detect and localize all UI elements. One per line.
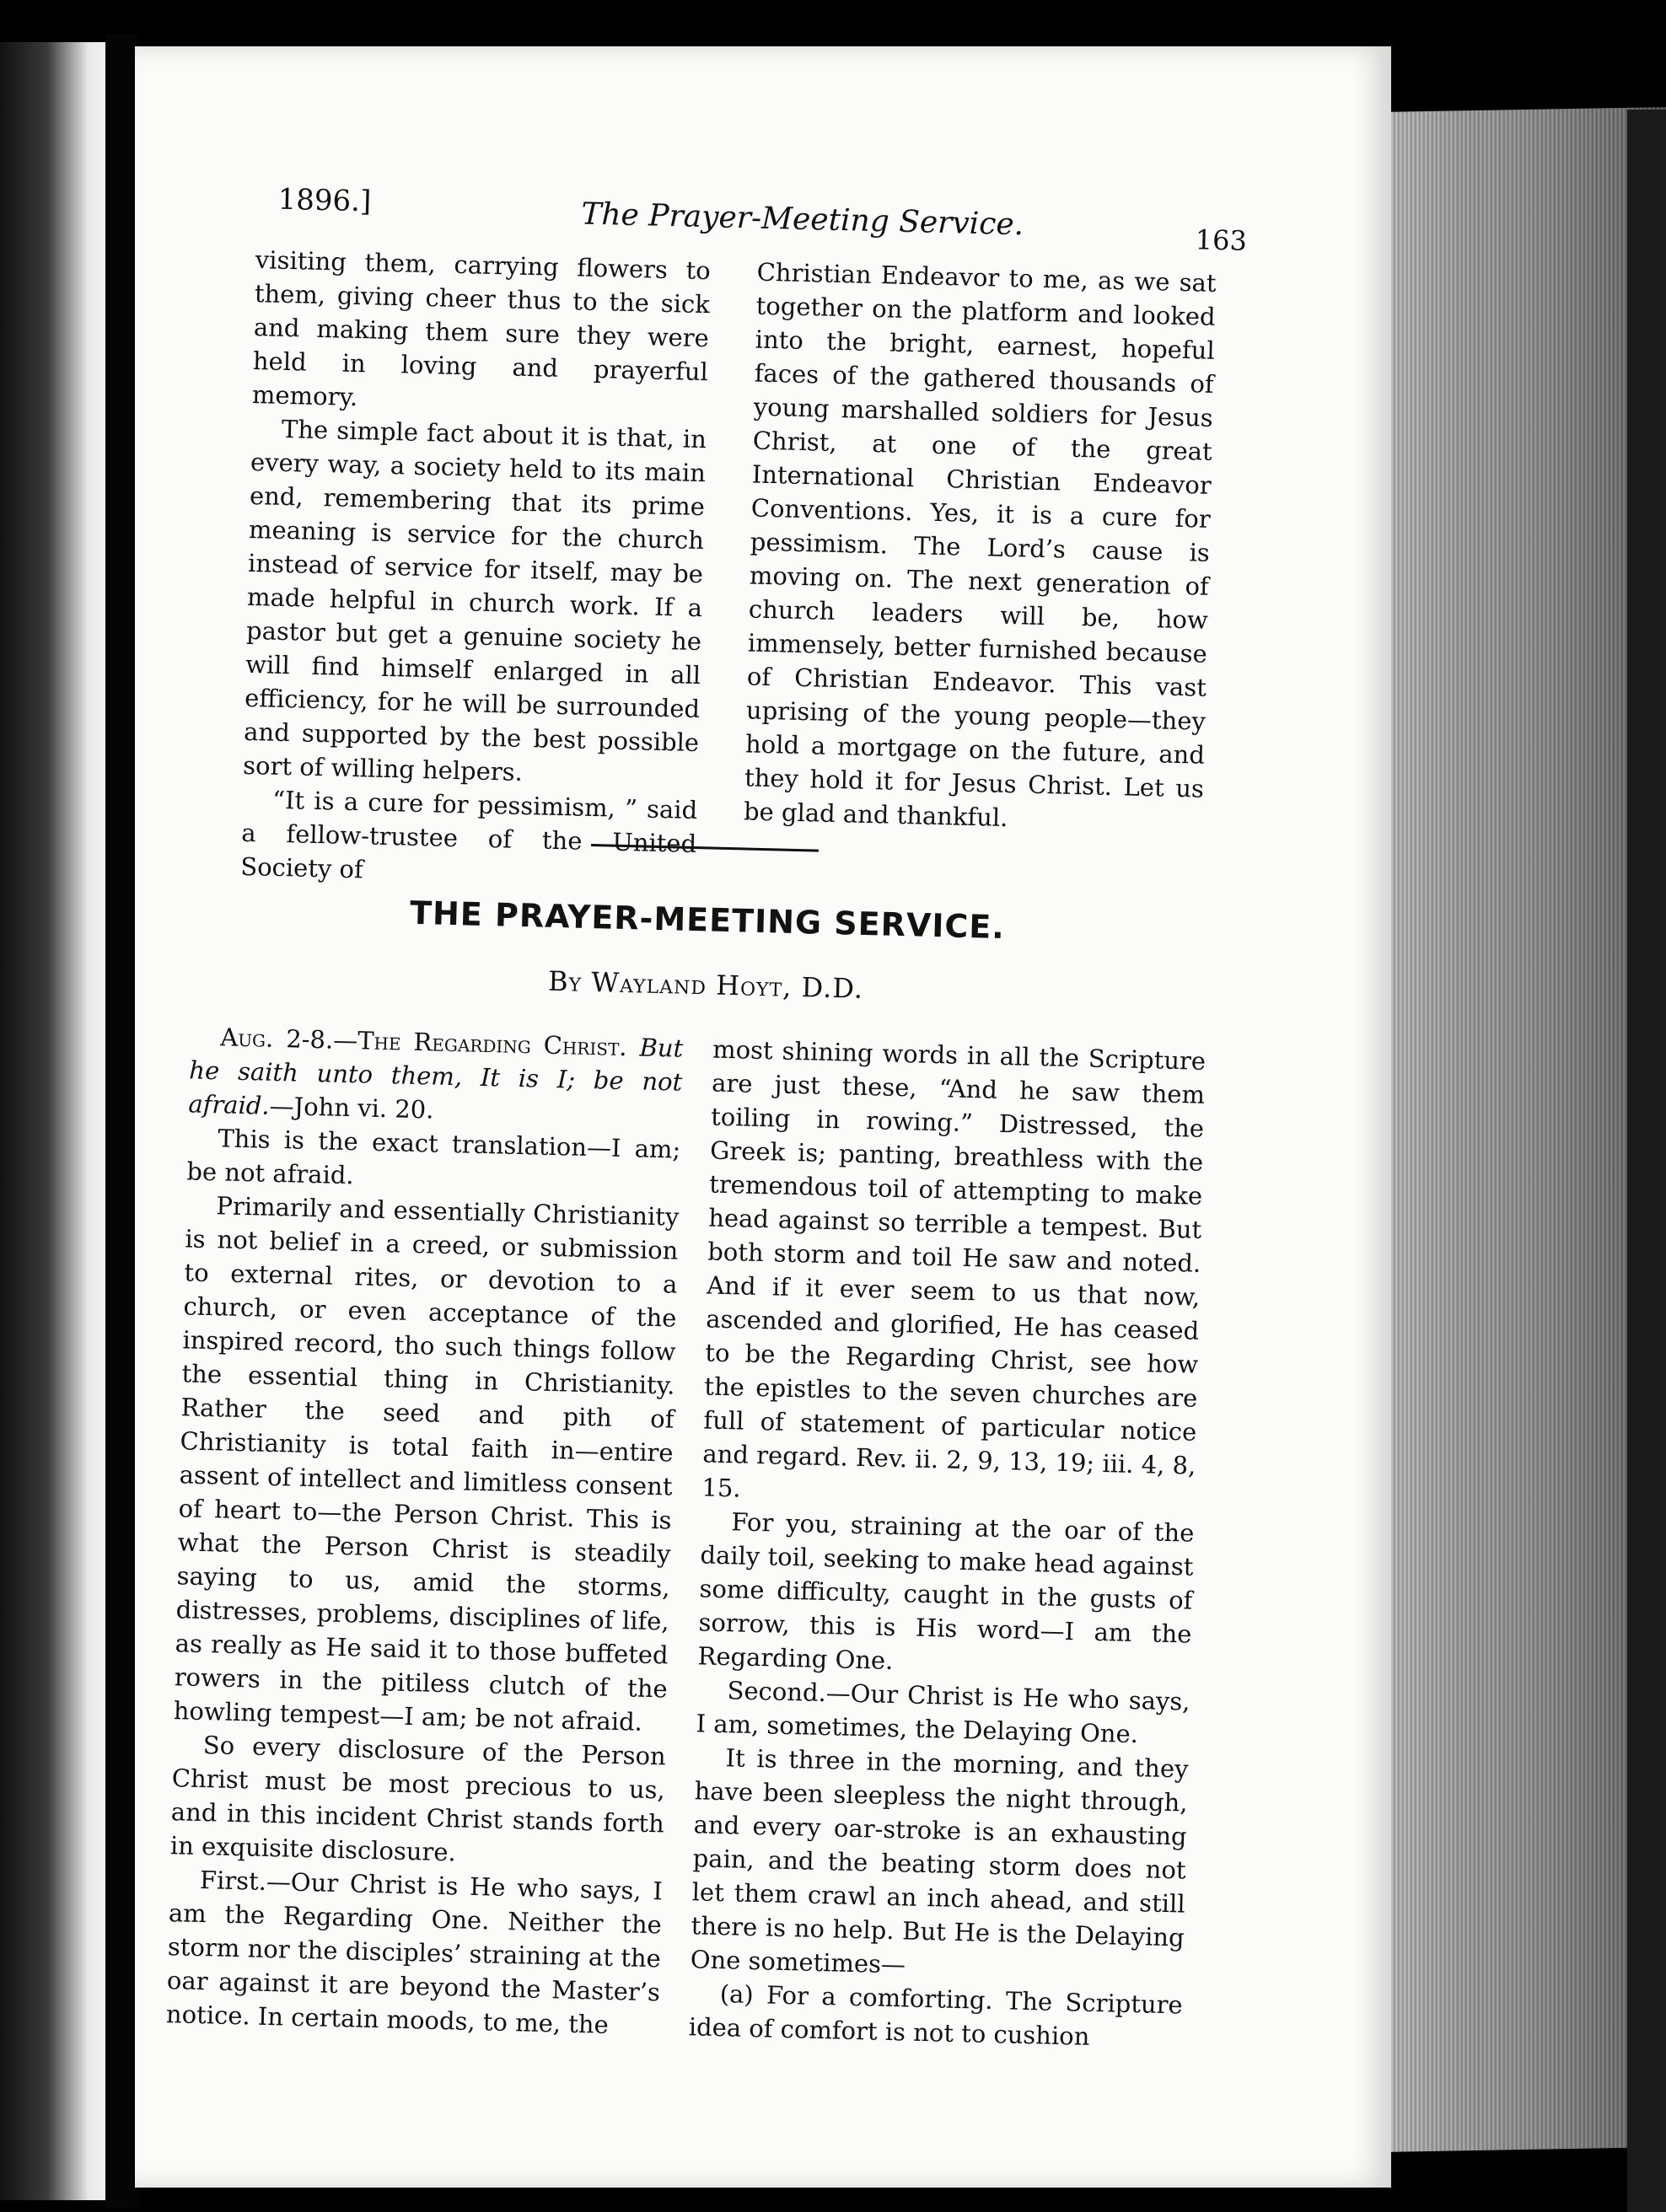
entry-date: Aug. 2-8.: [219, 1023, 334, 1055]
book-fore-edge-dark: [1627, 110, 1666, 2212]
paragraph: Second.—Our Christ is He who says, I am, sometimes, the Delaying One.: [696, 1676, 1190, 1749]
top-left-column: [240, 243, 711, 894]
paragraph: Christian Endeavor to me, as we sat together on the platform and looked into the bright, earnest, hopeful faces of the gathered thousands of young marshalled soldiers for Jesus Christ, at one of the great International Christian Endeavor Conventions. Yes, it is a cure for pessimism. The Lord’s cause is moving on. The next generation of church leaders will be, how immensely, better furnished because of Christian Endeavor. This vast uprising of the young people—they hold a mortgage on the future, and they hold it for Jesus Christ. Let us be glad and thankful.: [743, 257, 1217, 833]
entry-title: —The Regarding Christ.: [332, 1025, 628, 1062]
previous-page-edge: [0, 42, 118, 2200]
scripture-reference: —John vi. 20.: [269, 1091, 434, 1125]
page-content: [164, 181, 1265, 2145]
paragraph: First.—Our Christ is He who says, I am the Regarding One. Neither the storm nor the disciples’ straining at the oar against it are beyond the Master’s notice. In certain moods, to me, the: [165, 1866, 664, 2039]
paragraph: “It is a cure for pessimism, ” said a fellow-trustee of the United Society of: [239, 785, 698, 884]
paragraph: This is the exact translation—I am; be not afraid.: [186, 1124, 681, 1190]
paragraph: Primarily and essentially Christianity is not belief in a creed, or submission to external rites, or devotion to a church, or even acceptance of the inspired record, tho such things follow the essential thing in Christianity. Rather the seed and pith of Christianity is total faith in—entire assent of intellect and limitless consent of heart to—the Person Christ. This is what the Person Christ is steadily saying to us, amid the storms, distresses, problems, disciplines of life, as really as He said it to those buffeted rowers in the pitiless clutch of the howling tempest—I am; be not afraid.: [173, 1191, 680, 1737]
paragraph: It is three in the morning, and they have been sleepless the night through, and every oar-stroke is an exhausting pain, and the beating storm does not let them crawl an inch ahead, and still there is no help. But He is the Delaying One sometimes—: [690, 1743, 1189, 1979]
running-head-title: The Prayer-Meeting Service.: [580, 196, 1024, 243]
article-title: THE PRAYER-MEETING SERVICE.: [409, 894, 1006, 946]
page-number: 163: [1195, 223, 1248, 257]
paragraph: visiting them, carrying flowers to them, giving cheer thus to the sick and making them sure they were held in loving and prayerful memory.: [251, 245, 712, 412]
paragraph: (a) For a comforting. The Scripture idea of comfort is not to cushion: [688, 1979, 1184, 2051]
paragraph: For you, straining at the oar of the daily toil, seeking to make head against some difficulty, caught in the gusts of sorrow, this is His word—I am the Regarding One.: [697, 1507, 1195, 1676]
gutter-shadow: [105, 34, 139, 2209]
paragraph: The simple fact about it is that, in every way, a society held to its main end, remembering that its prime meaning is service for the church instead of service for itself, may be made helpful in church work. If a pastor but get a genuine society he will find himself enlarged in all efficiency, for he will be surrounded and supported by the best possible sort of willing helpers.: [242, 414, 707, 787]
book-fore-edge: [1383, 107, 1666, 2152]
top-right-column: [744, 255, 1217, 840]
entry-heading: [188, 1019, 684, 1132]
bottom-left-column: [166, 1019, 684, 2043]
paragraph: most shining words in all the Scripture are just these, “And he saw them toiling in rowing.” Distressed, the Greek is; panting, breathless with the tremendous toil of attempting to make head against so terrible a tempest. But both storm and toil He saw and noted. And if it ever seem to us that now, ascended and glorified, He has ceased to be the Regarding Christ, see how the epistles to the seven churches are full of statement of particular notice and regard. Rev. ii. 2, 9, 13, 19; iii. 4, 8, 15.: [701, 1034, 1207, 1503]
scripture-text: But he saith unto them, It is I; be not afraid.: [188, 1033, 684, 1120]
running-head-year: 1896.]: [277, 182, 372, 219]
article-byline: By Wayland Hoyt, D.D.: [547, 964, 864, 1005]
paragraph: So every disclosure of the Person Christ must be most precious to us, and in this incident Christ stands forth in exquisite disclosure.: [169, 1731, 667, 1867]
bottom-right-column: [688, 1033, 1206, 2056]
